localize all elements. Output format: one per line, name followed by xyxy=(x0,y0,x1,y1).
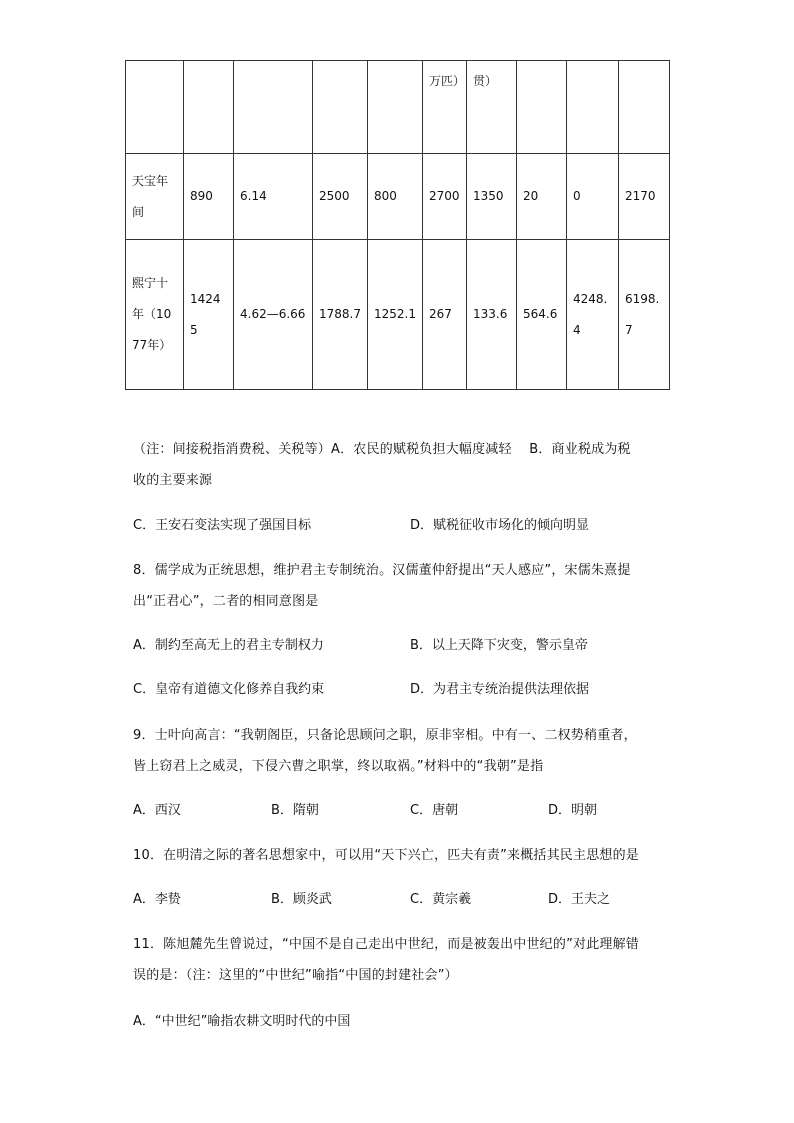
table-cell: 2700 xyxy=(423,154,467,240)
table-cell: 14245 xyxy=(184,240,234,390)
table-cell xyxy=(368,61,423,154)
table-cell: 6198.7 xyxy=(619,240,670,390)
table-cell xyxy=(234,61,313,154)
table-row-header: 天宝年间 xyxy=(126,154,184,240)
q9-option-c: C．唐朝 xyxy=(410,803,459,818)
q7-note-line2: 收的主要来源 xyxy=(133,473,213,488)
q8-option-c: C．皇帝有道德文化修养自我约束 xyxy=(133,682,325,697)
table-cell: 万匹） xyxy=(423,61,467,154)
table-cell: 564.6 xyxy=(517,240,567,390)
table-cell xyxy=(313,61,368,154)
table-cell xyxy=(567,61,619,154)
q9-stem-line2: 皆上窃君上之威灵，下侵六曹之职掌，终以取祸。”材料中的“我朝”是指 xyxy=(133,759,544,774)
table-cell: 800 xyxy=(368,154,423,240)
table-cell: 6.14 xyxy=(234,154,313,240)
table-cell: 1788.7 xyxy=(313,240,368,390)
q10-stem-line1: 10．在明清之际的著名思想家中，可以用“天下兴亡，匹夫有责”来概括其民主思想的是 xyxy=(133,848,640,863)
table-cell: 20 xyxy=(517,154,567,240)
q11-stem-line2: 误的是：（注：这里的“中世纪”喻指“中国的封建社会”） xyxy=(133,968,458,983)
q10-option-b: B．顾炎武 xyxy=(271,892,332,907)
table-cell: 4248.4 xyxy=(567,240,619,390)
q9-option-b: B．隋朝 xyxy=(271,803,319,818)
table-row xyxy=(126,61,670,154)
table-cell: 0 xyxy=(567,154,619,240)
table-cell: 267 xyxy=(423,240,467,390)
q9-option-d: D．明朝 xyxy=(548,803,598,818)
table-cell: 2170 xyxy=(619,154,670,240)
q8-option-d: D．为君主专统治提供法理依据 xyxy=(410,682,590,697)
q9-stem-line1: 9．士叶向高言：“我朝阁臣，只备论思顾问之职，原非宰相。中有一、二权势稍重者， xyxy=(133,728,637,743)
q10-option-a: A．李贽 xyxy=(133,892,181,907)
q7-note-line1: （注：间接税指消费税、关税等）A．农民的赋税负担大幅度减轻 B．商业税成为税 xyxy=(133,442,631,457)
table-cell: 890 xyxy=(184,154,234,240)
table-cell xyxy=(126,61,184,154)
table-row xyxy=(126,154,670,240)
q8-option-b: B．以上天降下灾变，警示皇帝 xyxy=(410,638,588,653)
tax-data-table xyxy=(125,60,670,390)
table-cell: 2500 xyxy=(313,154,368,240)
table-cell: 1350 xyxy=(467,154,517,240)
q11-stem-line1: 11．陈旭麓先生曾说过，“中国不是自己走出中世纪，而是被轰出中世纪的”对此理解错 xyxy=(133,937,640,952)
table-cell: 1252.1 xyxy=(368,240,423,390)
table-row-header: 熙宁十年（1077年） xyxy=(126,240,184,390)
q11-option-a: A．“中世纪”喻指农耕文明时代的中国 xyxy=(133,1014,351,1029)
table-cell xyxy=(619,61,670,154)
table-row xyxy=(126,240,670,390)
q8-stem-line2: 出“正君心”，二者的相同意图是 xyxy=(133,594,319,609)
q7-option-d: D．赋税征收市场化的倾向明显 xyxy=(410,518,590,533)
q10-option-d: D．王夫之 xyxy=(548,892,611,907)
q8-option-a: A．制约至高无上的君主专制权力 xyxy=(133,638,324,653)
q8-stem-line1: 8．儒学成为正统思想，维护君主专制统治。汉儒董仲舒提出“天人感应”，宋儒朱熹提 xyxy=(133,563,631,578)
table-cell: 133.6 xyxy=(467,240,517,390)
q10-option-c: C．黄宗羲 xyxy=(410,892,472,907)
table-cell xyxy=(517,61,567,154)
table-cell: 4.62—6.66 xyxy=(234,240,313,390)
q7-option-c: C．王安石变法实现了强国目标 xyxy=(133,518,312,533)
table-cell xyxy=(184,61,234,154)
q9-option-a: A．西汉 xyxy=(133,803,181,818)
table-cell: 贯） xyxy=(467,61,517,154)
